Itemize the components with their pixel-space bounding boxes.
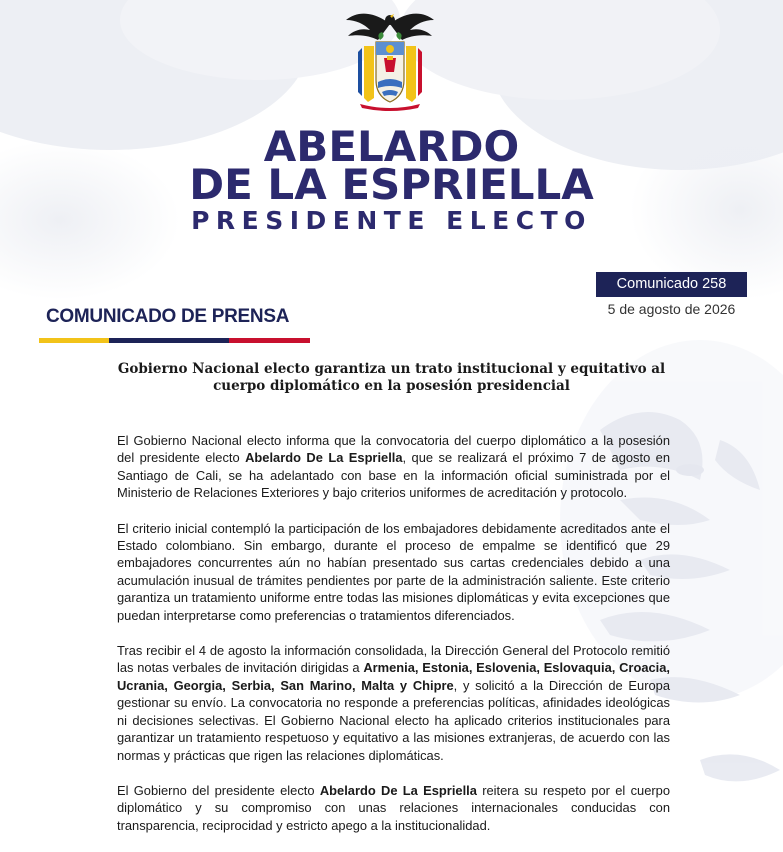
press-release-headline bbox=[110, 361, 673, 395]
paragraph-3 bbox=[117, 642, 670, 764]
headline-line-2: cuerpo diplomático en la posesión presidencial bbox=[213, 378, 570, 394]
president-name-line-2: DE LA ESPRIELLA bbox=[189, 160, 594, 209]
press-release-body bbox=[117, 432, 670, 852]
divider-navy bbox=[109, 338, 229, 343]
paragraph-1 bbox=[117, 432, 670, 502]
paragraph-4-text-a: El Gobierno del presidente electo bbox=[117, 782, 320, 798]
president-elect-subtitle: PRESIDENTE ELECTO bbox=[191, 206, 592, 235]
paragraph-1-bold-name: Abelardo De La Espriella bbox=[245, 450, 403, 466]
paragraph-3-text-a: Tras recibir el 4 de agosto la información consolidada, la Dirección General del Protocolo remitió las notas verbales de invitación dirigidas a bbox=[117, 643, 670, 676]
paragraph-4 bbox=[117, 782, 670, 834]
paragraph-1-text-b: , que se realizará el próximo 7 de agosto en Santiago de Cali, se ha adelantado con base en la información oficial suministrada por el Ministerio de Relaciones Exteriores y bajo criterios uniformes de acreditación y protocolo. bbox=[117, 450, 671, 501]
paragraph-1-text-a: El Gobierno Nacional electo informa que la convocatoria del cuerpo diplomático a la posesión del presidente electo bbox=[117, 433, 670, 466]
communique-number-badge: Comunicado 258 bbox=[596, 272, 747, 297]
paragraph-4-bold-name: Abelardo De La Espriella bbox=[319, 782, 477, 798]
paragraph-2-text: El criterio inicial contempló la participación de los embajadores debidamente acreditados ante el Estado colombiano. Sin embargo, durante el proceso de empalme se identificó que 29 embajadores concurrentes aún no habían presentado sus cartas credenciales debido a una acumulación inusual de trámites pendientes por parte de la administración saliente. Este criterio garantiza un tratamiento uniforme entre todas las misiones diplomáticas y evita excepciones que puedan interpretarse como preferencias o tratamientos diferenciados. bbox=[117, 520, 670, 623]
paragraph-2 bbox=[117, 520, 670, 624]
press-release-label: COMUNICADO DE PRENSA bbox=[46, 306, 290, 327]
paragraph-4-text-b: reitera su respeto por el cuerpo diplomático y su compromiso con unas relaciones internacionales conducidas con transparencia, reciprocidad y estricto apego a la institucionalidad. bbox=[117, 782, 670, 833]
president-name-line-1: ABELARDO bbox=[263, 122, 520, 171]
communique-date: 5 de agosto de 2026 bbox=[607, 301, 736, 317]
divider-red bbox=[229, 338, 310, 343]
headline-line-1: Gobierno Nacional electo garantiza un trato institucional y equitativo al bbox=[117, 361, 666, 377]
paragraph-3-text-b: , y solicitó a la Dirección de Europa gestionar su envío. La convocatoria no responde a preferencias políticas, afinidades ideológicas ni decisiones selectivas. El Gobierno Nacional electo ha aplicado criterios institucionales para garantizar un tratamiento respetuoso y equitativo a las misiones extranjeras, de acuerdo con las normas y prácticas que rigen las relaciones diplomáticas. bbox=[117, 677, 670, 763]
paragraph-3-bold-countries: Armenia, Estonia, Eslovenia, Eslovaquia, Croacia, Ucrania, Georgia, Serbia, San Marino, Malta y Chipre bbox=[117, 660, 670, 693]
divider-yellow bbox=[39, 338, 109, 343]
colombia-coat-of-arms-icon bbox=[340, 6, 440, 112]
tricolor-divider bbox=[39, 338, 310, 343]
